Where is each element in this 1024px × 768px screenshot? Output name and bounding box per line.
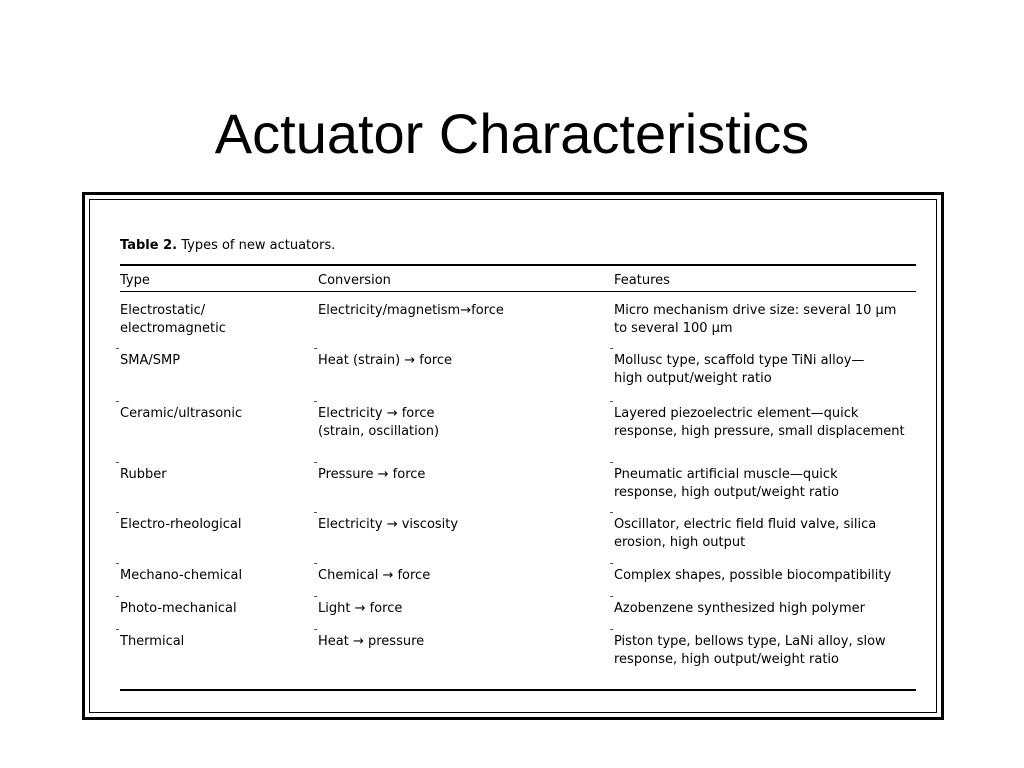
header-features: Features [614,273,670,288]
row-3-features-line: Layered piezoelectric element—quick [614,406,859,421]
header-type: Type [120,273,150,288]
scan-tick-mark [314,462,317,463]
scan-tick-mark [610,348,613,349]
row-4-type-line: Rubber [120,467,167,482]
slide-title: Actuator Characteristics [214,102,810,165]
scan-tick-mark [116,596,119,597]
scan-tick-mark [314,512,317,513]
scan-tick-mark [314,348,317,349]
table-bottom-rule [120,689,916,691]
row-1-features-line: Micro mechanism drive size: several 10 μm [614,303,897,318]
table-caption [120,238,335,253]
scan-tick-mark [116,348,119,349]
row-5-type-line: Electro-rheological [120,517,242,532]
table-caption-label: Table 2. [120,238,178,253]
scan-tick-mark [116,512,119,513]
table-figure-inner-border [89,199,937,713]
table-header-rule [120,291,916,292]
row-4-features-line: response, high output/weight ratio [614,485,839,500]
table-top-rule [120,264,916,266]
row-5-conversion-line: Electricity → viscosity [318,517,459,532]
row-6-features-line: Complex shapes, possible biocompatibility [614,568,892,583]
scan-tick-mark [314,629,317,630]
scan-tick-mark [116,629,119,630]
row-4-features-line: Pneumatic artificial muscle—quick [614,467,838,482]
row-7-conversion-line: Light → force [318,601,403,616]
row-3-type-line: Ceramic/ultrasonic [120,406,243,421]
row-2-features-line: Mollusc type, scaffold type TiNi alloy— [614,353,865,368]
row-5-features-line: erosion, high output [614,535,746,550]
scan-tick-mark [610,596,613,597]
scan-tick-mark [610,512,613,513]
row-1-type-line: electromagnetic [120,321,226,336]
table-caption-text: Types of new actuators. [181,238,336,253]
row-7-type-line: Photo-mechanical [120,601,237,616]
header-conversion: Conversion [318,273,391,288]
row-1-features-line: to several 100 μm [614,321,733,336]
scan-tick-mark [314,401,317,402]
scan-tick-mark [610,563,613,564]
row-3-conversion-line: Electricity → force [318,406,435,421]
row-7-features-line: Azobenzene synthesized high polymer [614,601,865,616]
row-4-conversion-line: Pressure → force [318,467,426,482]
scan-tick-mark [116,563,119,564]
row-5-features-line: Oscillator, electric field fluid valve, silica [614,517,877,532]
row-8-type-line: Thermical [120,634,185,649]
row-2-conversion-line: Heat (strain) → force [318,353,453,368]
scan-tick-mark [116,462,119,463]
scan-tick-mark [116,401,119,402]
scan-tick-mark [314,596,317,597]
row-8-conversion-line: Heat → pressure [318,634,425,649]
scan-tick-mark [610,462,613,463]
row-8-features-line: response, high output/weight ratio [614,652,839,667]
row-2-type-line: SMA/SMP [120,353,181,368]
row-6-conversion-line: Chemical → force [318,568,431,583]
row-1-conversion-line: Electricity/magnetism→force [318,303,504,318]
scan-tick-mark [314,563,317,564]
scan-tick-mark [610,629,613,630]
row-1-type-line: Electrostatic/ [120,303,206,318]
row-6-type-line: Mechano-chemical [120,568,243,583]
row-3-conversion-line: (strain, oscillation) [318,424,440,439]
scan-tick-mark [610,401,613,402]
table-figure [82,192,944,720]
row-2-features-line: high output/weight ratio [614,371,772,386]
row-8-features-line: Piston type, bellows type, LaNi alloy, slow [614,634,886,649]
row-3-features-line: response, high pressure, small displacement [614,424,905,439]
